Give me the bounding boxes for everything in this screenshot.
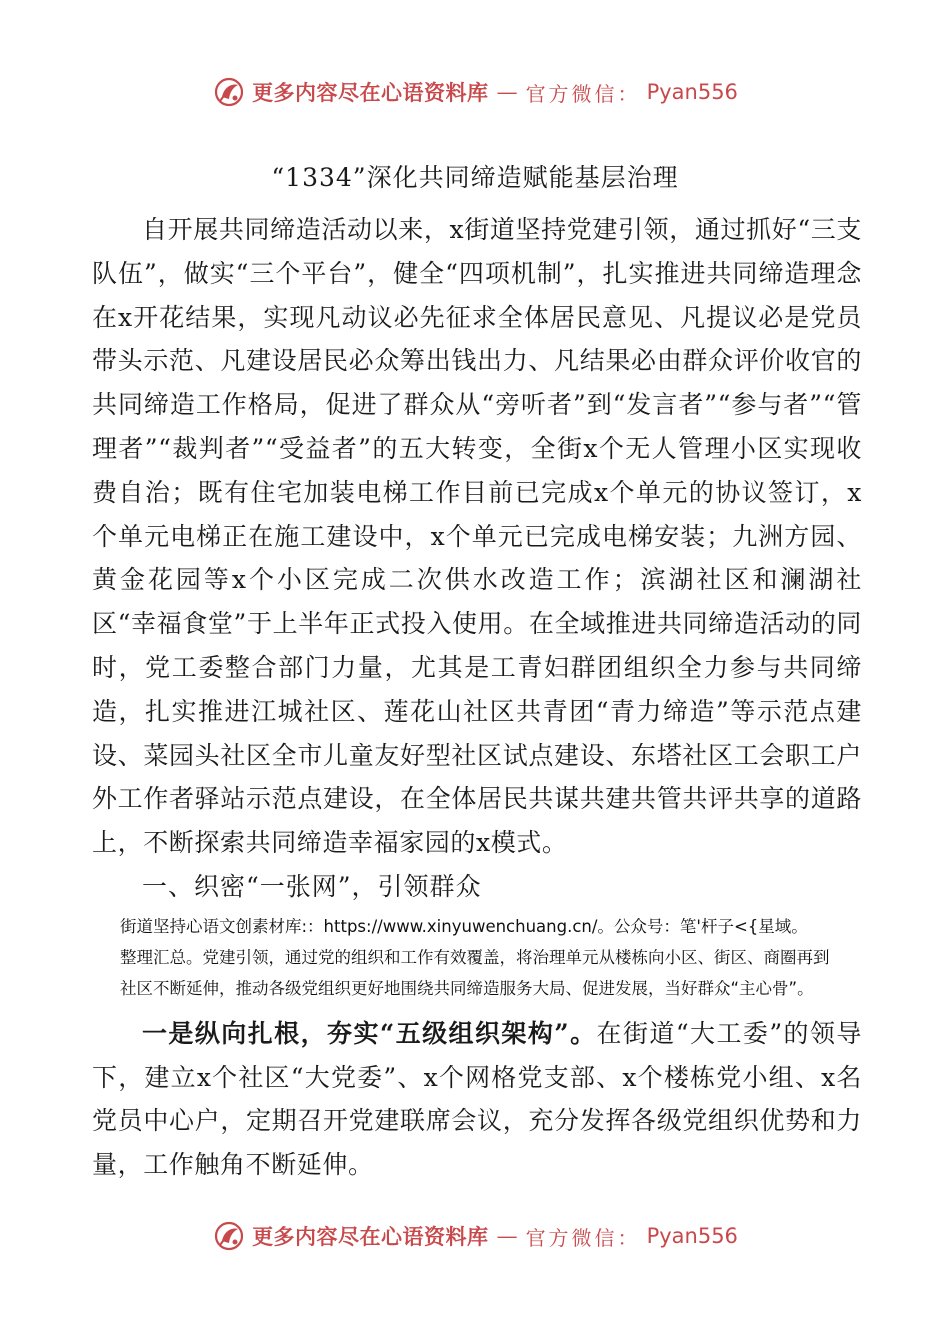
document-body	[92, 208, 862, 1187]
banner-text: 更多内容尽在心语资料库	[252, 80, 489, 105]
note-line: 整理汇总。党建引领，通过党的组织和工作有效覆盖，将治理单元从楼栋向小区、街区、商圈再到	[120, 947, 830, 967]
banner-wechat-label: 官方微信：	[525, 81, 641, 106]
banner-inner	[212, 1219, 738, 1253]
library-logo-icon	[212, 75, 246, 109]
point-paragraph	[92, 1012, 862, 1187]
point-lead: 一是纵向扎根，夯实“五级组织架构”。	[142, 1018, 597, 1048]
inserted-note	[92, 911, 900, 1004]
footer-banner	[0, 1216, 950, 1256]
banner-text: 更多内容尽在心语资料库	[252, 1224, 489, 1249]
note-line: 社区不断延伸，推动各级党组织更好地围绕共同缔造服务大局、促进发展，当好群众“主心骨”。	[120, 978, 814, 998]
point-body: 在街道“大工委”的领导下，建立x个社区“大党委”、x个网格党支部、x个楼栋党小组、x名党员中心户，定期召开党建联席会议，充分发挥各级党组织优势和力量，工作触角不断延伸。	[92, 1018, 863, 1180]
banner-dash: —	[496, 80, 518, 104]
banner-wechat-id: Pyan556	[646, 1224, 738, 1248]
banner-wechat-id: Pyan556	[646, 80, 738, 104]
library-logo-icon	[212, 1219, 246, 1253]
header-banner	[0, 72, 950, 112]
section-heading: 一、织密“一张网”，引领群众	[142, 871, 482, 901]
banner-inner	[212, 75, 738, 109]
note-line: 街道坚持心语文创素材库:：https://www.xinyuwenchuang.cn/。公众号：笔'杆子<{星域。	[120, 916, 808, 936]
intro-paragraph: 自开展共同缔造活动以来，x街道坚持党建引领，通过抓好“三支队伍”，做实“三个平台”，健全“四项机制”，扎实推进共同缔造理念在x开花结果，实现凡动议必先征求全体居民意见、凡提议必是党员带头示范、凡建设居民必众筹出钱出力、凡结果必由群众评价收官的共同缔造工作格局，促进了群众从“旁听者”到“发言者”“参与者”“管理者”“裁判者”“受益者”的五大转变，全街x个无人管理小区实现收费自治；既有住宅加装电梯工作目前已完成x个单元的协议签订，x个单元电梯正在施工建设中，x个单元已完成电梯安装；九洲方园、黄金花园等x个小区完成二次供水改造工作；滨湖社区和澜湖社区“幸福食堂”于上半年正式投入使用。在全域推进共同缔造活动的同时，党工委整合部门力量，尤其是工青妇群团组织全力参与共同缔造，扎实推进江城社区、莲花山社区共青团“青力缔造”等示范点建设、菜园头社区全市儿童友好型社区试点建设、东塔社区工会职工户外工作者驿站示范点建设，在全体居民共谋共建共管共评共享的道路上，不断探索共同缔造幸福家园的x模式。	[92, 215, 862, 858]
banner-dash: —	[496, 1224, 518, 1248]
document-title: “1334”深化共同缔造赋能基层治理	[271, 163, 679, 192]
banner-wechat-label: 官方微信：	[525, 1225, 641, 1250]
